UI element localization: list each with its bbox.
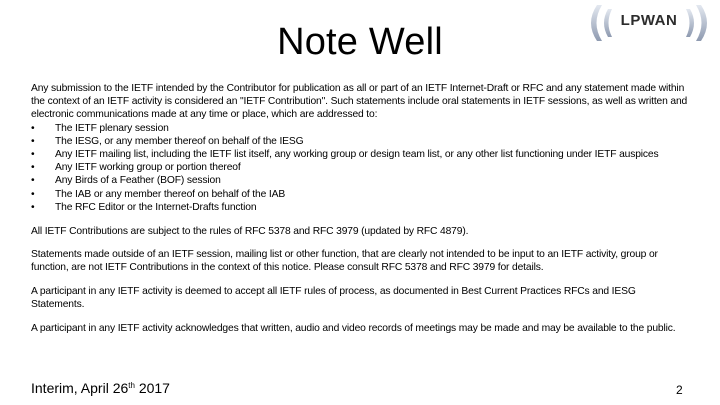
list-item-text: The IESG, or any member thereof on behalf of the IESG bbox=[55, 135, 304, 147]
list-item-text: The IETF plenary session bbox=[55, 122, 169, 134]
list-item-text: Any Birds of a Feather (BOF) session bbox=[55, 175, 221, 187]
footer-date bbox=[31, 380, 170, 397]
list-item-text: The IAB or any member thereof on behalf of the IAB bbox=[55, 188, 286, 200]
page-number: 2 bbox=[676, 383, 683, 397]
list-item-text: Any IETF mailing list, including the IETF list itself, any working group or design team list, or any other list functioning under IETF auspices bbox=[55, 149, 659, 161]
list-item bbox=[31, 161, 691, 174]
slide-body bbox=[31, 82, 691, 335]
footer-date-ordinal: th bbox=[128, 381, 135, 390]
list-item bbox=[31, 174, 691, 187]
bullet-icon: • bbox=[31, 188, 35, 200]
list-item-text: The RFC Editor or the Internet-Drafts function bbox=[55, 201, 257, 213]
list-item bbox=[31, 122, 691, 135]
participant-accept-paragraph: A participant in any IETF activity is deemed to accept all IETF rules of process, as documented in Best Current Practices RFCs and IESG Statements. bbox=[31, 286, 636, 311]
logo-text: LPWAN bbox=[620, 12, 678, 29]
bullet-icon: • bbox=[31, 149, 35, 161]
bullet-icon: • bbox=[31, 175, 35, 187]
list-item bbox=[31, 135, 691, 148]
participant-records-paragraph: A participant in any IETF activity acknowledges that written, audio and video records of meetings may be made and may be available to the public. bbox=[31, 323, 676, 335]
bullet-list bbox=[31, 122, 691, 214]
list-item bbox=[31, 148, 691, 161]
footer-date-suffix: 2017 bbox=[134, 380, 170, 396]
bullet-icon: • bbox=[31, 201, 35, 213]
bullet-icon: • bbox=[31, 122, 35, 134]
outside-statements-paragraph: Statements made outside of an IETF session, mailing list or other function, that are clearly not intended to be input to an IETF activity, group or function, are not IETF Contributions in the context of this notice. Please consult RFC 5378 and RFC 3979 for details. bbox=[31, 249, 658, 274]
intro-paragraph: Any submission to the IETF intended by the Contributor for publication as all or part of an IETF Internet-Draft or RFC and any statement made within the context of an IETF activity is considered an "IETF Contribution". Such statements include oral statements in IETF sessions, as well as written and electronic communications made at any time or place, which are addressed to: bbox=[31, 83, 688, 121]
rfc-rules-paragraph: All IETF Contributions are subject to the rules of RFC 5378 and RFC 3979 (updated by RFC 4879). bbox=[31, 225, 469, 237]
slide-title: Note Well bbox=[277, 21, 443, 63]
list-item-text: Any IETF working group or portion thereof bbox=[55, 162, 241, 174]
bullet-icon: • bbox=[31, 162, 35, 174]
list-item bbox=[31, 188, 691, 201]
list-item bbox=[31, 201, 691, 214]
bullet-icon: • bbox=[31, 135, 35, 147]
footer-date-prefix: Interim, April 26 bbox=[31, 380, 129, 396]
